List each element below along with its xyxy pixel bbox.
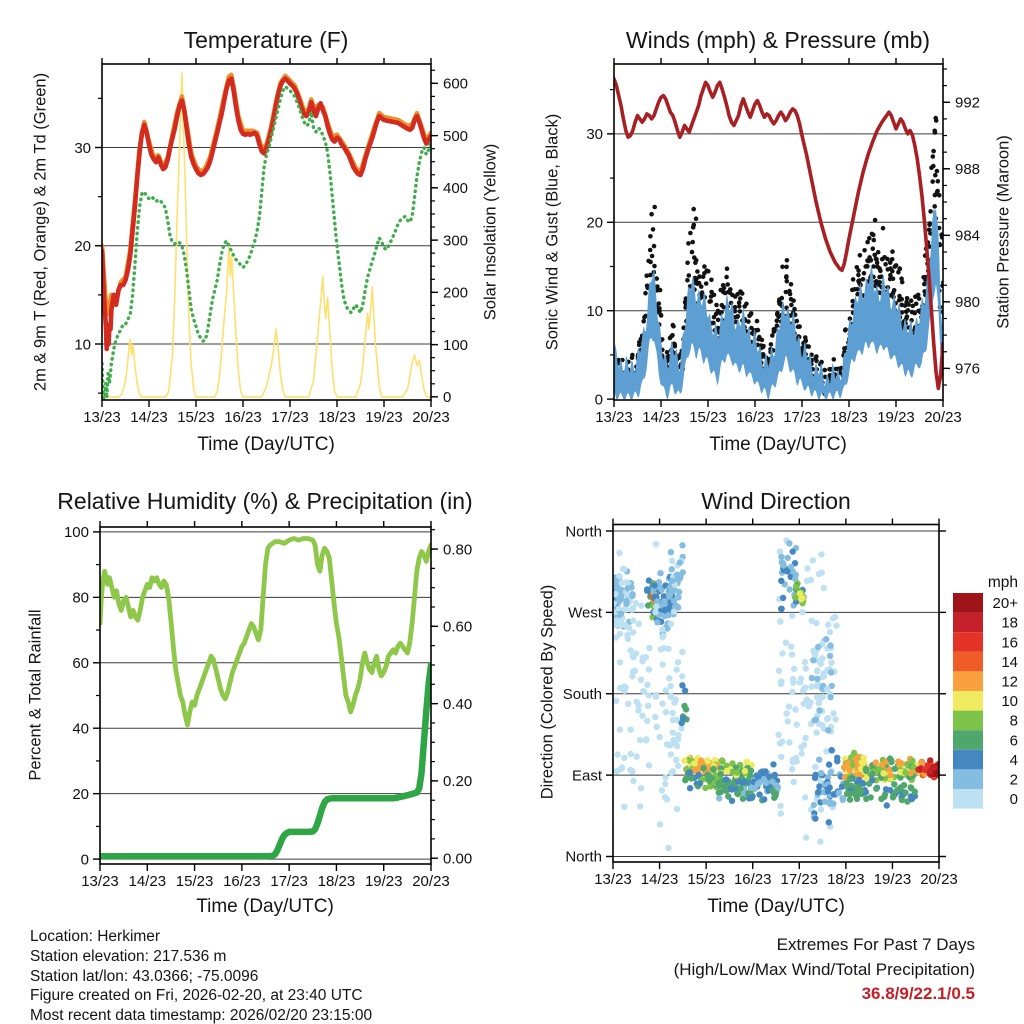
temperature-data	[102, 73, 431, 408]
svg-text:60: 60	[72, 655, 89, 673]
svg-text:South: South	[562, 685, 602, 703]
svg-text:17/23: 17/23	[780, 871, 819, 888]
percent-rainfall-axis-label: Percent & Total Rainfall	[26, 609, 45, 781]
wind-direction-dots	[610, 538, 942, 852]
svg-text:14/23: 14/23	[640, 871, 679, 888]
station-pressure-axis-label: Station Pressure (Maroon)	[994, 135, 1013, 329]
figure-created-time: Figure created on Fri, 2026-02-20, at 23:40 UTC	[30, 987, 363, 1005]
svg-text:20: 20	[74, 238, 91, 256]
temperature-chart	[74, 58, 468, 426]
humidity-chart	[64, 521, 472, 890]
svg-text:16/23: 16/23	[736, 409, 774, 426]
winds-chart	[586, 58, 980, 426]
svg-text:North: North	[565, 523, 602, 541]
svg-text:14/23: 14/23	[642, 409, 680, 426]
humidity-precip-chart-title: Relative Humidity (%) & Precipitation (in)	[57, 488, 473, 514]
svg-text:15/23: 15/23	[175, 873, 214, 890]
solar-insolation-axis-label: Solar Insolation (Yellow)	[481, 143, 500, 321]
svg-text:13/23: 13/23	[594, 871, 632, 888]
svg-text:300: 300	[443, 232, 469, 250]
svg-text:19/23: 19/23	[365, 409, 403, 426]
svg-text:40: 40	[72, 720, 89, 738]
svg-text:0.80: 0.80	[443, 541, 473, 559]
svg-text:10: 10	[1001, 693, 1018, 711]
temperature-xaxis-label: Time (Day/UTC)	[197, 434, 335, 455]
extremes-summary	[674, 933, 975, 1007]
svg-text:600: 600	[443, 75, 469, 93]
station-latlon: Station lat/lon: 43.0366; -75.0096	[30, 967, 259, 985]
temp-9m-orange	[102, 75, 431, 315]
total-rainfall	[100, 665, 431, 856]
temperature-chart-title: Temperature (F)	[183, 27, 349, 53]
extremes-values: 36.8/9/22.1/0.5	[861, 984, 975, 1003]
svg-text:16/23: 16/23	[224, 409, 262, 426]
relative-humidity	[100, 539, 431, 725]
svg-text:13/23: 13/23	[81, 873, 119, 890]
temp-2m-red	[102, 79, 431, 349]
svg-text:0.00: 0.00	[443, 850, 473, 868]
svg-text:2: 2	[1009, 771, 1018, 789]
svg-text:18: 18	[1001, 614, 1018, 632]
svg-text:19/23: 19/23	[364, 873, 403, 890]
svg-text:19/23: 19/23	[877, 409, 915, 426]
svg-text:6: 6	[1009, 732, 1018, 750]
dewpoint-2m-green	[102, 87, 431, 408]
svg-text:984: 984	[955, 227, 981, 245]
svg-text:13/23: 13/23	[595, 409, 633, 426]
svg-text:17/23: 17/23	[270, 873, 308, 890]
svg-text:100: 100	[443, 336, 469, 354]
temperature-left-axis-label: 2m & 9m T (Red, Orange) & 2m Td (Green)	[31, 72, 50, 392]
svg-text:16: 16	[1001, 634, 1018, 652]
svg-text:80: 80	[72, 589, 89, 607]
svg-text:0: 0	[443, 389, 452, 407]
station-location: Location: Herkimer	[30, 928, 161, 945]
svg-text:980: 980	[955, 294, 981, 312]
svg-text:14/23: 14/23	[128, 873, 167, 890]
svg-text:0.60: 0.60	[443, 618, 473, 636]
direction-axis-label: Direction (Colored By Speed)	[538, 584, 557, 800]
svg-text:0: 0	[80, 851, 89, 869]
humidity-data	[100, 539, 431, 857]
svg-text:17/23: 17/23	[271, 409, 309, 426]
svg-text:30: 30	[586, 126, 603, 144]
winds-pressure-chart-title: Winds (mph) & Pressure (mb)	[625, 27, 931, 53]
svg-text:20+: 20+	[992, 595, 1018, 613]
wind-direction-chart-title: Wind Direction	[701, 488, 851, 514]
svg-text:0.20: 0.20	[443, 773, 473, 791]
solar-insolation	[102, 73, 431, 397]
svg-text:976: 976	[955, 360, 981, 378]
svg-text:4: 4	[1009, 751, 1018, 769]
svg-text:20/23: 20/23	[924, 409, 962, 426]
wind-gust-axis-label: Sonic Wind & Gust (Blue, Black)	[543, 113, 562, 351]
svg-text:988: 988	[955, 161, 981, 179]
svg-text:20: 20	[586, 214, 603, 232]
svg-text:West: West	[568, 604, 602, 622]
svg-text:14: 14	[1001, 653, 1018, 671]
speed-colorbar	[953, 574, 1018, 809]
svg-text:16/23: 16/23	[733, 871, 772, 888]
svg-text:20/23: 20/23	[920, 871, 958, 888]
svg-text:mph: mph	[987, 574, 1018, 591]
svg-text:15/23: 15/23	[687, 871, 725, 888]
svg-text:200: 200	[443, 284, 469, 302]
svg-text:0: 0	[1009, 791, 1018, 809]
svg-text:20: 20	[72, 785, 89, 803]
svg-text:0: 0	[594, 391, 603, 409]
svg-text:20/23: 20/23	[412, 873, 450, 890]
svg-text:15/23: 15/23	[689, 409, 727, 426]
svg-text:15/23: 15/23	[177, 409, 215, 426]
svg-text:18/23: 18/23	[827, 871, 865, 888]
winds-xaxis-label: Time (Day/UTC)	[709, 434, 847, 455]
extremes-title: Extremes For Past 7 Days	[776, 935, 975, 954]
svg-text:13/23: 13/23	[83, 409, 121, 426]
wind_direction-chart	[563, 519, 1018, 889]
svg-text:10: 10	[74, 336, 91, 354]
svg-text:18/23: 18/23	[830, 409, 868, 426]
svg-text:20/23: 20/23	[412, 409, 450, 426]
svg-text:East: East	[571, 767, 602, 785]
svg-text:12: 12	[1001, 673, 1018, 691]
svg-text:14/23: 14/23	[130, 409, 168, 426]
winds-data	[610, 79, 946, 399]
station-metadata	[30, 927, 372, 1024]
svg-text:992: 992	[955, 94, 981, 112]
svg-text:19/23: 19/23	[873, 871, 912, 888]
svg-text:100: 100	[63, 524, 89, 542]
station-elevation: Station elevation: 217.536 m	[30, 947, 227, 965]
svg-text:16/23: 16/23	[223, 873, 261, 890]
wind_direction-data	[610, 538, 942, 852]
svg-text:18/23: 18/23	[318, 409, 356, 426]
svg-text:400: 400	[443, 180, 469, 198]
svg-text:8: 8	[1009, 712, 1018, 730]
svg-text:North: North	[565, 848, 602, 866]
extremes-subtitle: (High/Low/Max Wind/Total Precipitation)	[673, 959, 975, 979]
svg-text:17/23: 17/23	[783, 409, 821, 426]
humidity-xaxis-label: Time (Day/UTC)	[196, 896, 334, 917]
svg-text:18/23: 18/23	[317, 873, 356, 890]
recent-data-timestamp: Most recent data timestamp: 2026/02/20 23:15:00	[30, 1007, 373, 1024]
svg-text:500: 500	[443, 127, 469, 145]
svg-text:0.40: 0.40	[443, 695, 473, 713]
svg-text:10: 10	[586, 302, 603, 320]
wind-direction-xaxis-label: Time (Day/UTC)	[707, 896, 845, 917]
svg-text:30: 30	[74, 139, 91, 157]
